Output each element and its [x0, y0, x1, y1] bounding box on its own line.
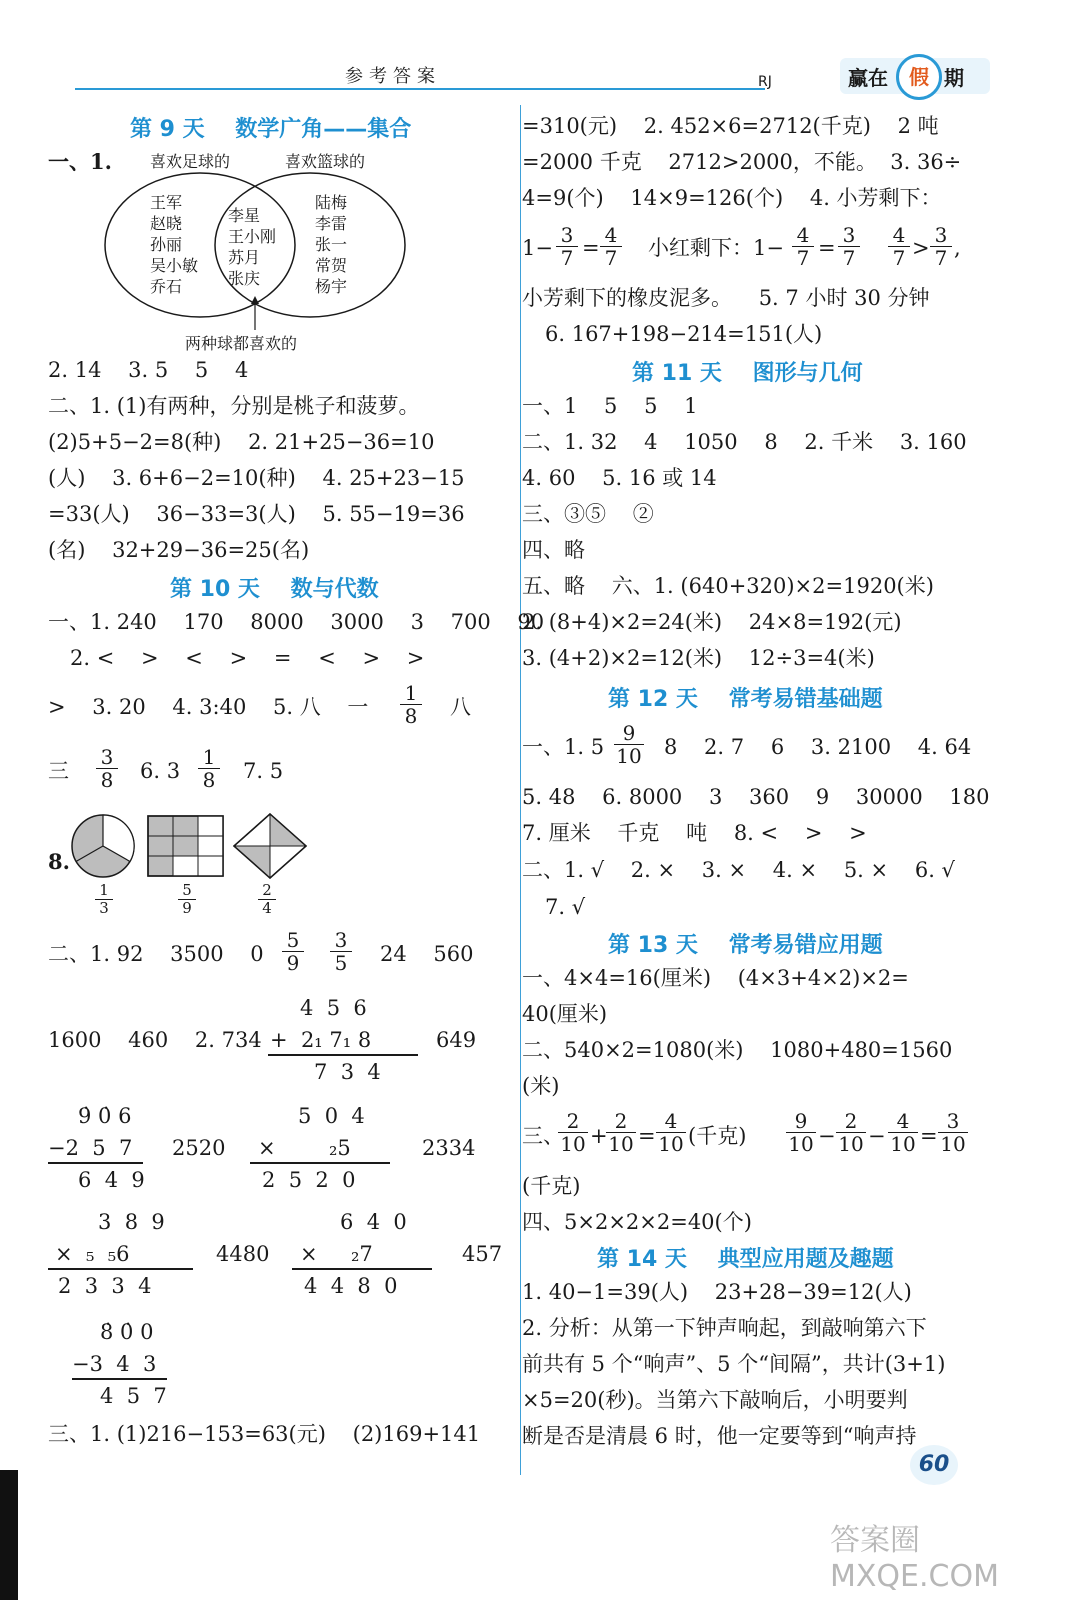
answer-line: 40(厘米): [522, 1002, 608, 1026]
fraction: [198, 746, 220, 791]
brand-mid: 假: [896, 54, 942, 100]
calc-rule: [250, 1162, 390, 1164]
name: 杨宇: [315, 277, 348, 296]
answer-line: 2. 分析：从第一下钟声响起，到敲响第六下: [522, 1316, 927, 1340]
figure-label: [258, 882, 276, 917]
calc-rule: [48, 1162, 143, 1164]
fraction: [400, 682, 422, 727]
denominator: 10: [614, 744, 644, 767]
vertical-calc-top: 8̇ 0̇ 0: [100, 1320, 154, 1344]
answer-line: 24 560: [380, 942, 474, 966]
calc-rule: [48, 1268, 193, 1270]
vertical-calc-top: 3 8 9: [98, 1210, 165, 1234]
name: 常贺: [315, 256, 348, 275]
answer-line: 5. 48 6. 8000 3 360 9 30000 180: [522, 785, 990, 809]
answer-line: 三: [48, 759, 69, 783]
denominator: 7: [600, 246, 622, 269]
header-title: 参考答案: [345, 66, 441, 87]
name: 张庆: [228, 269, 261, 288]
vertical-calc-mid: × ₂7: [300, 1242, 373, 1266]
numerator: 4: [896, 1109, 910, 1133]
denominator: 10: [938, 1132, 968, 1155]
page-header: [0, 0, 1076, 95]
answer-line: 6. 167+198−214=151(人): [545, 322, 823, 346]
fraction: [606, 1110, 636, 1155]
denominator: 10: [558, 1132, 588, 1155]
numerator: 3: [560, 223, 574, 247]
section-day12-title: 第 12 天 常考易错基础题: [608, 687, 883, 712]
venn-label-both: 两种球都喜欢的: [185, 334, 298, 353]
answer-line: 2520: [172, 1136, 226, 1160]
name: 李雷: [315, 214, 348, 233]
answer-line: 6. 3: [140, 759, 181, 783]
answer-line: 2. 14 3. 5 5 4: [48, 358, 249, 382]
name: 王小刚: [228, 227, 277, 246]
brand-left: 赢在: [848, 66, 888, 90]
venn-both-names: [228, 205, 276, 289]
calc-rule: [72, 1378, 167, 1380]
fraction: [888, 224, 910, 269]
denominator: 7: [792, 246, 814, 269]
name: 乔石: [150, 277, 183, 296]
denominator: 3: [95, 899, 113, 917]
answer-text: 一、1. 5: [522, 735, 605, 759]
answer-text: 三、: [522, 1124, 564, 1148]
answer-line: =33(人) 36−33=3(人) 5. 55−19=36: [48, 502, 465, 526]
vertical-calc-result: 2 3 3 4: [58, 1274, 152, 1298]
answer-text: =: [920, 1124, 938, 1148]
numerator: 9: [622, 721, 636, 745]
answer-text: ,: [954, 236, 961, 260]
venn-label-basketball: 喜欢篮球的: [285, 152, 366, 171]
answer-line: 1. 40−1=39(人) 23+28−39=12(人): [522, 1280, 912, 1304]
answer-line: 二、1. 92 3500 0: [48, 942, 264, 966]
numerator: 4: [892, 223, 906, 247]
vertical-calc-top: 5 0 4: [298, 1104, 365, 1128]
fraction: [888, 1110, 918, 1155]
fraction: [556, 224, 578, 269]
watermark: 答案圈 MXQE.COM: [830, 1523, 999, 1594]
vertical-calc-result: 2 5 2 0: [262, 1168, 356, 1192]
vertical-calc-mid: × ₅ ₅6: [55, 1242, 130, 1266]
denominator: 10: [836, 1132, 866, 1155]
answer-line: =310(元) 2. 452×6=2712(千克) 2 吨: [522, 114, 939, 138]
numerator: 3: [842, 223, 856, 247]
denominator: 9: [282, 951, 304, 974]
page-edge-bar: [0, 1470, 18, 1600]
vertical-calc-top: 9̇ 0̇ 6: [78, 1104, 132, 1128]
fraction: [786, 1110, 816, 1155]
answer-line: 4. 60 5. 16 或 14: [522, 466, 717, 490]
fraction: [792, 224, 814, 269]
answer-line: 一、4×4=16(厘米) (4×3+4×2)×2=: [522, 966, 909, 990]
answer-text: (千克): [688, 1124, 747, 1148]
numerator: 4: [604, 223, 618, 247]
answer-line: 2. < > < > = < > >: [70, 646, 425, 670]
answer-line: 五、略 六、1. (640+320)×2=1920(米): [522, 574, 934, 598]
denominator: 7: [556, 246, 578, 269]
answer-line: 7. 5: [243, 759, 284, 783]
fraction: [282, 929, 304, 974]
numerator: 5: [286, 928, 300, 952]
vertical-calc-mid: −3 4 3: [72, 1352, 157, 1376]
answer-line: 三、1. (1)216−153=63(元) (2)169+141: [48, 1422, 481, 1446]
figure-label: [178, 882, 196, 917]
numerator: 3: [934, 223, 948, 247]
column-divider: [520, 105, 521, 1475]
venn-left-names: [150, 192, 198, 297]
numerator: 1: [99, 881, 109, 899]
answer-line: 4=9(个) 14×9=126(个) 4. 小芳剩下：: [522, 186, 942, 210]
q8-label: 8.: [48, 849, 70, 874]
answer-line: 457: [462, 1242, 503, 1266]
answer-line: (米): [522, 1074, 560, 1098]
denominator: 8: [198, 768, 220, 791]
answer-line: (千克): [522, 1174, 581, 1198]
answer-line: (2)5+5−2=8(种) 2. 21+25−36=10: [48, 430, 435, 454]
answer-line: 二、1. √ 2. × 3. × 4. × 5. × 6. √: [522, 858, 955, 882]
answer-text: 8 2. 7 6 3. 2100 4. 64: [664, 735, 972, 759]
fraction: [836, 1110, 866, 1155]
answer-line: =2000 千克 2712>2000，不能。 3. 36÷: [522, 150, 962, 174]
denominator: 10: [888, 1132, 918, 1155]
name: 李星: [228, 206, 261, 225]
vertical-calc-result: 6 4 9: [78, 1168, 145, 1192]
figure-label: [95, 882, 113, 917]
answer-line: 649: [436, 1028, 477, 1052]
numerator: 2: [262, 881, 272, 899]
numerator: 2: [566, 1109, 580, 1133]
venn-label-football: 喜欢足球的: [150, 152, 231, 171]
fraction: [96, 746, 118, 791]
answer-line: 二、1. (1)有两种，分别是桃子和菠萝。: [48, 394, 420, 418]
section-day14-title: 第 14 天 典型应用题及趣题: [597, 1247, 894, 1272]
numerator: 3: [100, 745, 114, 769]
answer-line: 一、1. 240 170 8000 3000 3 700 90: [48, 610, 545, 634]
section-day11-title: 第 11 天 图形与几何: [632, 361, 863, 386]
name: 赵晓: [150, 214, 183, 233]
answer-line: 7. 厘米 千克 吨 8. < > >: [522, 821, 867, 845]
denominator: 9: [178, 899, 196, 917]
denominator: 8: [400, 704, 422, 727]
name: 张一: [315, 235, 348, 254]
answer-text: >: [912, 236, 930, 260]
answer-line: 断是否是清晨 6 时，他一定要等到“响声持: [522, 1424, 917, 1448]
section-day13-title: 第 13 天 常考易错应用题: [608, 933, 883, 958]
numerator: 2: [844, 1109, 858, 1133]
answer-text: −: [868, 1124, 886, 1148]
denominator: 7: [838, 246, 860, 269]
numerator: 3: [334, 928, 348, 952]
numerator: 2: [614, 1109, 628, 1133]
answer-line: 小芳剩下的橡皮泥多。 5. 7 小时 30 分钟: [522, 286, 930, 310]
brand-right: 期: [944, 66, 964, 90]
answer-line: 一、1 5 5 1: [522, 394, 698, 418]
fraction: [558, 1110, 588, 1155]
vertical-calc-mid: + 2₁ 7₁ 8: [270, 1028, 372, 1052]
answer-line: 2. (8+4)×2=24(米) 24×8=192(元): [522, 610, 902, 634]
fraction: [614, 722, 644, 767]
page-number: 60: [910, 1445, 958, 1485]
answer-line: 3. (4+2)×2=12(米) 12÷3=4(米): [522, 646, 875, 670]
fraction: [930, 224, 952, 269]
header-rule: [75, 88, 765, 90]
name: 孙丽: [150, 235, 183, 254]
vertical-calc-result: 4 4 8 0: [304, 1274, 398, 1298]
numerator: 9: [794, 1109, 808, 1133]
answer-text: 1−: [522, 236, 553, 260]
vertical-calc-top: 4 5 6: [300, 996, 367, 1020]
calc-rule: [268, 1054, 418, 1056]
answer-text: =: [818, 236, 836, 260]
denominator: 5: [330, 951, 352, 974]
fraction: [938, 1110, 968, 1155]
answer-line: 2334: [422, 1136, 476, 1160]
denominator: 4: [258, 899, 276, 917]
name: 苏月: [228, 248, 261, 267]
fraction: [656, 1110, 686, 1155]
name: 王军: [150, 193, 183, 212]
denominator: 10: [786, 1132, 816, 1155]
fraction: [330, 929, 352, 974]
vertical-calc-result: 7 3 4: [314, 1060, 381, 1084]
name: 吴小敏: [150, 256, 199, 275]
denominator: 10: [656, 1132, 686, 1155]
answer-line: > 3. 20 4. 3:40 5. 八 一: [48, 695, 369, 719]
answer-line: (人) 3. 6+6−2=10(种) 4. 25+23−15: [48, 466, 465, 490]
brand-logo: [840, 58, 990, 94]
answer-text: −: [818, 1124, 836, 1148]
fraction: [838, 224, 860, 269]
header-series: RJ: [758, 74, 772, 90]
answer-text: =: [638, 1124, 656, 1148]
q1-prefix: 一、1.: [48, 149, 112, 174]
answer-text: +: [590, 1124, 608, 1148]
answer-line: 二、1. 32 4 1050 8 2. 千米 3. 160: [522, 430, 967, 454]
vertical-calc-mid: −2 5 7: [48, 1136, 133, 1160]
answer-line: 7. √: [545, 895, 586, 919]
answer-line: 四、5×2×2×2=40(个): [522, 1210, 752, 1234]
numerator: 4: [796, 223, 810, 247]
numerator: 3: [946, 1109, 960, 1133]
vertical-calc-mid: × ₂5: [258, 1136, 351, 1160]
answer-line: 八: [450, 695, 471, 719]
section-day9-title: 第 9 天 数学广角——集合: [130, 117, 412, 142]
answer-line: (名) 32+29−36=25(名): [48, 538, 310, 562]
numerator: 4: [664, 1109, 678, 1133]
fraction: [600, 224, 622, 269]
answer-line: 三、③⑤ ②: [522, 502, 654, 526]
answer-line: ×5=20(秒)。当第六下敲响后，小明要判: [522, 1388, 908, 1412]
denominator: 10: [606, 1132, 636, 1155]
section-day10-title: 第 10 天 数与代数: [170, 577, 379, 602]
calc-rule: [292, 1268, 432, 1270]
vertical-calc-result: 4 5 7: [100, 1384, 167, 1408]
denominator: 7: [888, 246, 910, 269]
venn-right-names: [315, 192, 347, 297]
answer-line: 1600 460 2. 734: [48, 1028, 262, 1052]
denominator: 8: [96, 768, 118, 791]
numerator: 1: [202, 745, 216, 769]
answer-text: 小红剩下：1−: [648, 236, 784, 260]
answer-line: 前共有 5 个“响声”、5 个“间隔”，共计(3+1): [522, 1352, 946, 1376]
fraction-figures: [70, 812, 320, 882]
denominator: 7: [930, 246, 952, 269]
answer-line: 四、略: [522, 538, 585, 562]
numerator: 5: [182, 881, 192, 899]
numerator: 1: [404, 681, 418, 705]
vertical-calc-top: 6 4 0: [340, 1210, 407, 1234]
name: 陆梅: [315, 193, 348, 212]
answer-text: =: [582, 236, 600, 260]
answer-line: 4480: [216, 1242, 270, 1266]
answer-line: 二、540×2=1080(米) 1080+480=1560: [522, 1038, 953, 1062]
